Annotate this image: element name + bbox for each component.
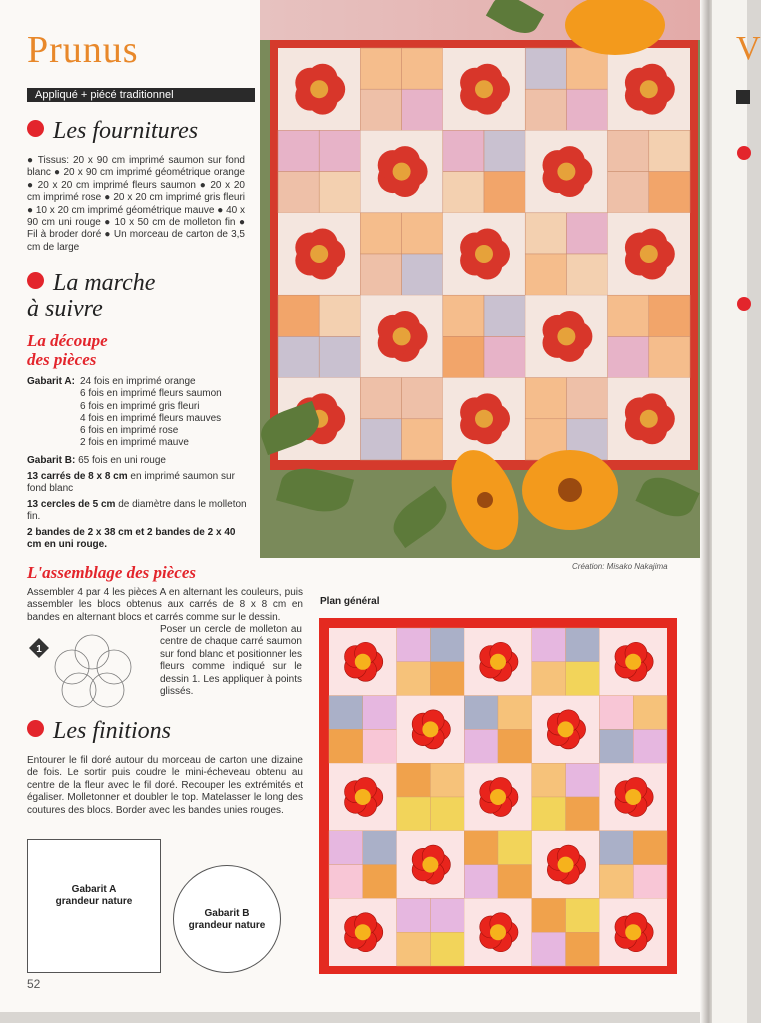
fournitures-heading — [27, 118, 198, 145]
fournitures-heading-text: Les fournitures — [53, 118, 199, 144]
gabarit-a-line: 24 fois en imprimé orange — [80, 376, 196, 387]
flower-petals-diagram — [55, 635, 131, 707]
marche-heading-line1: La marche — [53, 270, 156, 296]
gabarit-a-line: 6 fois en imprimé gris fleuri — [80, 400, 200, 412]
gabarit-b-template — [173, 865, 281, 973]
assemblage-heading: L'assemblage des pièces — [27, 563, 197, 582]
marche-heading — [27, 270, 155, 322]
leaf-decoration — [635, 470, 699, 524]
decoupe-heading-line2: des pièces — [27, 350, 97, 369]
marche-heading-line2: à suivre — [27, 296, 103, 322]
gabarit-b-row: Gabarit B: 65 fois en uni rouge — [27, 455, 166, 466]
plan-general-label: Plan général — [320, 596, 380, 607]
gabarit-a-line: 4 fois en imprimé fleurs mauves — [80, 412, 222, 424]
bullet-dot-icon — [27, 120, 44, 137]
finitions-heading-text: Les finitions — [53, 718, 172, 744]
step-1-diagram — [27, 630, 147, 710]
gabarit-a-template — [27, 839, 161, 973]
assemblage-text: Assembler 4 par 4 les pièces A en alternant les couleurs, puis assembler les blocs obtenus aux carrés de 8 x 8 cm en bandes en alternant blocs et carrés comme sur le dessin. — [27, 587, 303, 623]
bandes-row: 2 bandes de 2 x 38 cm et 2 bandes de 2 x 40 cm en uni rouge. — [27, 527, 236, 551]
gabarit-a-caption: Gabarit A grandeur nature — [55, 884, 133, 907]
cercles-row: 13 cercles de 5 cm de diamètre dans le molleton fin. — [27, 499, 247, 523]
bullet-dot-icon — [27, 272, 44, 289]
finitions-heading — [27, 718, 171, 745]
next-page-edge: V — [712, 0, 747, 1023]
subtitle-bar: Appliqué + piécé traditionnel — [27, 88, 255, 102]
page-number: 52 — [27, 977, 41, 991]
plan-general-diagram — [319, 618, 677, 974]
finitions-text: Entourer le fil doré autour du morceau de carton une dizaine de fois. Le sortir puis coudre le mini-écheveau obtenu au centre de la fleur avec le fil doré. Recouper les extrémités et égaliser. Molletonner et doubler le top. Matelasser le long des coutures des blocs. Border avec les bandes unies rouges. — [27, 755, 303, 816]
quilt-photo-image — [270, 40, 698, 470]
quilt-photo — [260, 0, 700, 558]
carres-row: 13 carrés de 8 x 8 cm en imprimé saumon sur fond blanc — [27, 471, 235, 495]
decoupe-heading-line1: La découpe — [27, 331, 108, 350]
gabarit-a-list — [80, 376, 250, 450]
step-number-icon — [29, 638, 49, 658]
page-title: Prunus — [27, 29, 139, 71]
bullet-dot-icon — [27, 720, 44, 737]
fournitures-text: ● Tissus: 20 x 90 cm imprimé saumon sur fond blanc ● 20 x 90 cm imprimé géométrique orange ● 20 x 20 cm imprimé fleurs saumon ● 20 x 20 cm imprimé rose ● 20 x 20 cm imprimé gris fleuri ● 10 x 20 cm imprimé géométrique mauve ● 40 x 90 cm uni rouge ● 10 x 50 cm de molleton fin ● Fil à broder doré ● Un morceau de carton de 3,5 cm de large — [27, 155, 245, 253]
photo-credit: Création: Misako Nakajima — [572, 562, 668, 571]
leaf-decoration — [276, 462, 354, 519]
gabarit-b-caption: Gabarit B grandeur nature — [188, 908, 266, 931]
gerbera-flower-top — [560, 0, 670, 60]
gabarit-a-line: 6 fois en imprimé fleurs saumon — [80, 388, 222, 400]
decoupe-heading — [27, 331, 108, 369]
svg-text:1: 1 — [36, 644, 42, 655]
gabarit-a-label: Gabarit A: — [27, 376, 75, 387]
gabarit-a-line: 6 fois en imprimé rose — [80, 425, 179, 437]
gerbera-flowers — [440, 440, 640, 558]
gabarit-a-line: 2 fois en imprimé mauve — [80, 437, 189, 449]
assemblage-side-text: Poser un cercle de molleton au centre de chaque carré saumon sur fond blanc et positionner les fleurs comme indiqué sur le dessin 1. Les appliquer à points glissés. — [160, 624, 302, 698]
